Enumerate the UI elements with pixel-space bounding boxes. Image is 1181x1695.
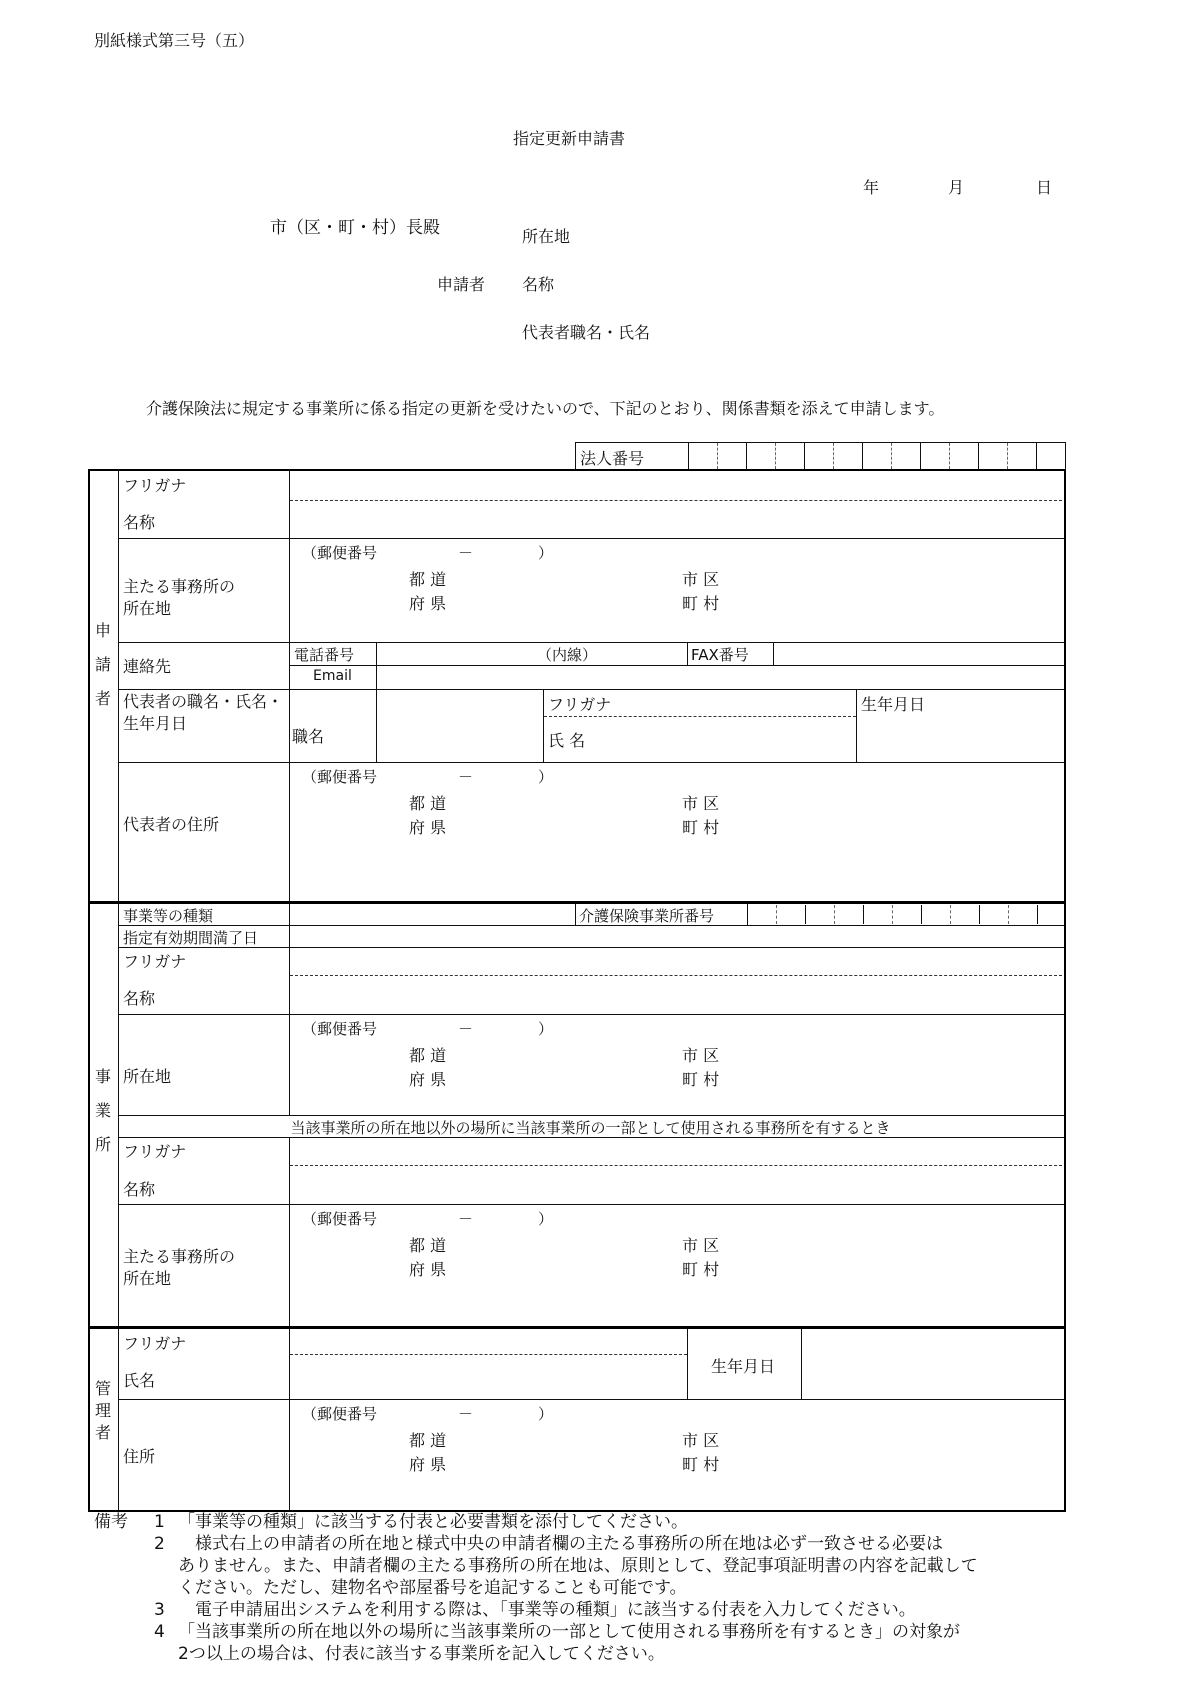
note-1-number: 1: [154, 1512, 165, 1532]
rep-address-input[interactable]: （郵便番号 － ） 都 道 府 県 市 区 町 村: [302, 768, 720, 837]
applicant-rep-label: 代表者職名・氏名: [522, 323, 651, 342]
manager-furigana-label: フリガナ: [123, 1334, 187, 1353]
addressee: 市（区・町・村）長殿: [270, 218, 440, 238]
manager-birthdate-input[interactable]: [802, 1330, 1062, 1399]
satellite-name-label: 名称: [123, 1180, 156, 1199]
rep-name-input[interactable]: [598, 718, 856, 761]
care-office-number-label: 介護保険事業所番号: [579, 907, 715, 925]
applicant-section-label: 申 請 者: [94, 621, 111, 708]
statement: 介護保険法に規定する事業所に係る指定の更新を受けたいので、下記のとおり、関係書類を添えて申請します。: [146, 399, 945, 418]
office-section-label: 事 業 所: [94, 1067, 111, 1154]
business-type-label: 事業等の種類: [123, 907, 214, 925]
representative-label: 代表者の職名・氏名・ 生年月日: [123, 692, 284, 733]
applicant-furigana-label: フリガナ: [123, 476, 187, 495]
note-3-number: 3: [154, 1600, 165, 1620]
note-4-number: 4: [154, 1622, 165, 1642]
rep-birthdate-label: 生年月日: [861, 695, 926, 714]
job-title-label: 職名: [292, 727, 325, 746]
note-2-number: 2: [154, 1534, 165, 1554]
manager-name-label: 氏名: [123, 1371, 156, 1390]
business-type-input[interactable]: [290, 905, 574, 924]
date-year[interactable]: 年: [863, 178, 880, 197]
manager-name-input[interactable]: [290, 1355, 686, 1398]
email-label: Email: [313, 668, 352, 684]
satellite-address-input[interactable]: （郵便番号 － ） 都 道 府 県 市 区 町 村: [302, 1210, 720, 1279]
office-furigana-label: フリガナ: [123, 952, 187, 971]
note-3: 電子申請届出システムを利用する際は、「事業等の種類」に該当する付表を入力してください。: [178, 1600, 916, 1620]
care-office-number-input[interactable]: [748, 905, 1062, 924]
applicant-name-label: 名称: [522, 275, 555, 294]
note-1: 「事業等の種類」に該当する付表と必要書類を添付してください。: [178, 1512, 688, 1532]
manager-section-label: 管 理 者: [94, 1379, 111, 1442]
satellite-furigana-input[interactable]: [290, 1138, 1062, 1164]
satellite-furigana-label: フリガナ: [123, 1142, 187, 1161]
rep-birthdate-input[interactable]: [857, 712, 1062, 761]
date-day[interactable]: 日: [1036, 178, 1053, 197]
manager-address-input[interactable]: （郵便番号 － ） 都 道 府 県 市 区 町 村: [302, 1405, 720, 1474]
office-address-input[interactable]: （郵便番号 － ） 都 道 府 県 市 区 町 村: [302, 1020, 720, 1089]
fax-label: FAX番号: [691, 646, 749, 664]
manager-furigana-input[interactable]: [290, 1330, 686, 1353]
applicant-name-label: 名称: [123, 513, 156, 532]
rep-furigana-label: フリガナ: [548, 695, 612, 714]
applicant-main-office-label: 主たる事務所の 所在地: [123, 577, 236, 618]
rep-furigana-input[interactable]: [628, 690, 856, 715]
form-title: 指定更新申請書: [513, 129, 626, 148]
satellite-heading: 当該事業所の所在地以外の場所に当該事業所の一部として使用される事務所を有するとき: [290, 1119, 891, 1137]
expiry-label: 指定有効期間満了日: [123, 929, 259, 947]
applicant-furigana-input[interactable]: [290, 471, 1062, 500]
office-location-label: 所在地: [123, 1067, 172, 1086]
satellite-main-office-label: 主たる事務所の 所在地: [123, 1247, 236, 1288]
rep-address-label: 代表者の住所: [123, 815, 220, 834]
corporate-number-label: 法人番号: [580, 449, 645, 468]
manager-address-label: 住所: [123, 1447, 156, 1466]
applicant-main-office-address-input[interactable]: （郵便番号 － ） 都 道 府 県 市 区 町 村: [302, 544, 720, 613]
application-form-page: [88, 28, 1064, 1668]
manager-birthdate-label: 生年月日: [711, 1357, 776, 1376]
note-2: 様式右上の申請者の所在地と様式中央の申請者欄の主たる事務所の所在地は必ず一致させる必要は ありません。また、申請者欄の主たる事務所の所在地は、原則として、登記事項証明書の内容を記載して ください。ただし、建物名や部屋番号を追記することも可能です。: [178, 1534, 978, 1598]
applicant-label: 申請者: [437, 275, 486, 294]
phone-input[interactable]: （内線）: [537, 646, 598, 664]
applicant-name-input[interactable]: [290, 501, 1062, 538]
expiry-input[interactable]: [290, 926, 1062, 946]
job-title-input[interactable]: [377, 690, 543, 761]
date-month[interactable]: 月: [948, 178, 965, 197]
office-name-label: 名称: [123, 989, 156, 1008]
applicant-address-label: 所在地: [522, 227, 571, 246]
form-id: 別紙様式第三号（五）: [94, 31, 255, 50]
office-furigana-input[interactable]: [290, 948, 1062, 974]
email-input[interactable]: [377, 666, 1062, 688]
note-4: 「当該事業所の所在地以外の場所に当該事業所の一部として使用される事務所を有するとき」の対象が 2つ以上の場合は、付表に該当する事業所を記入してください。: [178, 1622, 960, 1664]
satellite-name-input[interactable]: [290, 1166, 1062, 1203]
corporate-number-input[interactable]: [689, 443, 1064, 469]
notes-label: 備考: [94, 1512, 128, 1532]
fax-input[interactable]: [774, 643, 1062, 665]
phone-label: 電話番号: [294, 646, 355, 664]
rep-name-label: 氏 名: [548, 731, 586, 750]
contact-label: 連絡先: [123, 657, 172, 676]
office-name-input[interactable]: [290, 976, 1062, 1013]
